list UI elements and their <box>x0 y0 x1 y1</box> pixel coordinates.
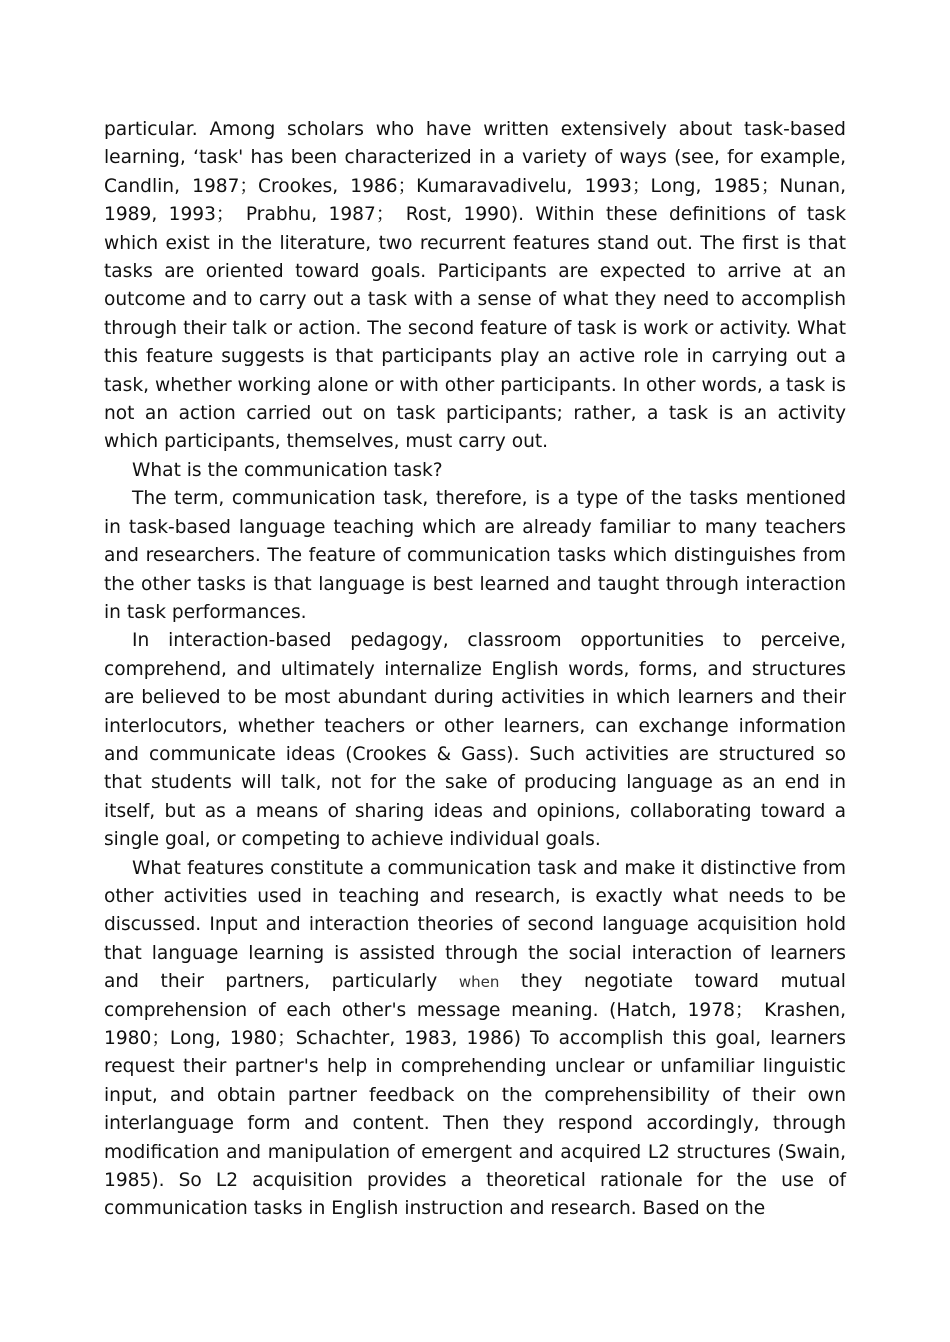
document-page <box>104 116 846 1224</box>
small-word: when <box>458 973 500 992</box>
paragraph-task-definitions: particular. Among scholars who have written extensively about task-based learning, ‘task' has been characterized in a variety of ways (see, for example, Candlin, 1987；Crookes, 1986；Kumaravadivelu, 1993；Long, 1985；Nunan, 1989, 1993； Prabhu, 1987； Rost, 1990). Within these definitions of task which exist in the literature, two recurrent features stand out. The first is that tasks are oriented toward goals. Participants are expected to arrive at an outcome and to carry out a task with a sense of what they need to accomplish through their talk or action. The second feature of task is work or activity. What this feature suggests is that participants play an active role in carrying out a task, whether working alone or with other participants. In other words, a task is not an action carried out on task participants; rather, a task is an activity which participants, themselves, must carry out. <box>104 119 846 453</box>
paragraph-interaction-pedagogy: In interaction-based pedagogy, classroom opportunities to perceive, comprehend, and ultimately internalize English words, forms, and structures are believed to be most abundant during activities in which learners and their interlocutors, whether teachers or other learners, can exchange information and communicate ideas (Crookes & Gass). Such activities are structured so that students will talk, not for the sake of producing language as an end in itself, but as a means of sharing ideas and opinions, collaborating toward a single goal, or competing to achieve individual goals. <box>104 630 846 851</box>
paragraph-features <box>104 855 846 1224</box>
paragraph-features-part-2: they negotiate toward mutual comprehension of each other's message meaning. (Hatch, 1978； Krashen, 1980；Long, 1980；Schachter, 1983, 1986) To accomplish this goal, learners request their partner's help in comprehending unclear or unfamiliar linguistic input, and obtain partner feedback on the comprehensibility of their own interlanguage form and content. Then they respond accordingly, through modification and manipulation of emergent and acquired L2 structures (Swain, 1985). So L2 acquisition provides a theoretical rationale for the use of communication tasks in English instruction and research. Based on the <box>104 971 846 1220</box>
paragraph-features-part-1: What features constitute a communication task and make it distinctive from other activities used in teaching and research, is exactly what needs to be discussed. Input and interaction theories of second language acquisition hold that language learning is assisted through the social interaction of learners and their partners, particularly <box>104 857 846 993</box>
section-question: What is the communication task? <box>132 459 443 481</box>
paragraph-communication-task: The term, communication task, therefore, is a type of the tasks mentioned in task-based language teaching which are already familiar to many teachers and researchers. The feature of communication tasks which distinguishes from the other tasks is that language is best learned and taught through interaction in task performances. <box>104 488 846 623</box>
